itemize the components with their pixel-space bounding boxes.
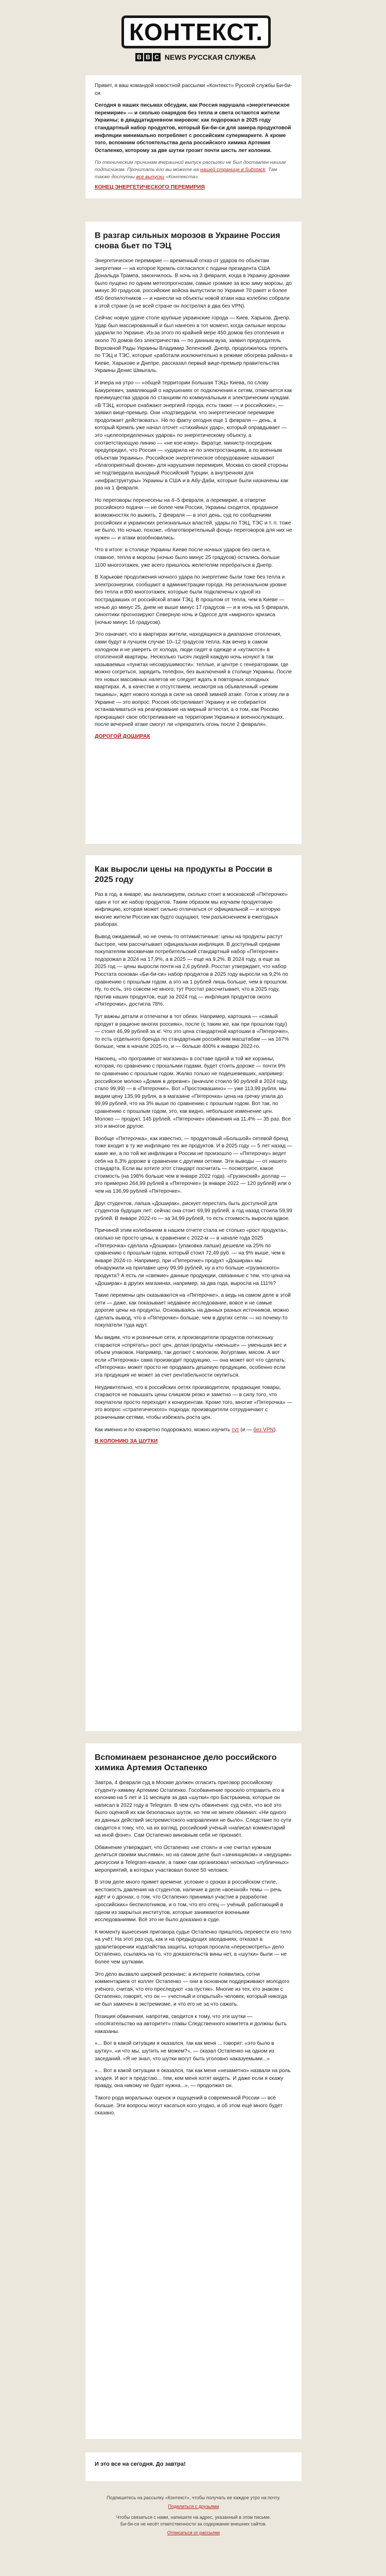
paragraph: Вообще «Пятерочка», как известно, — продуктовый «Большой» сетевой бренд тоже входит в ту же инфляцию тех же продуктов. И в 2025 году — 5 лет назад — какие же, а по той же инфляции в России не произошло — «Пятерочку» ведет себя на 8,3% дороже в сравнении с другими сетями. Эти выводы — от нашего стандарта. Если вы хотите этот стандарт посчитать — посмотрите, какое стоимость (на 198% больше чем в январе 2022 года). «Грузинский» доллар — это примерно 264,99 рублей в «Пятерочке» (в январе 2022 — 120 рублей) или о чем на 136,99 рублей «Пятерочке».	[95, 1136, 292, 1194]
paragraph: Но переговоры перенесены на 4–5 февраля, а перемирие, в отвертке российского подачи — не более чем Россия, Украины сходятся, проданное возможностях по выжить, 2 февраля — в этот день, суд по сообщениям российских и украинских региональных властей, удары по ТЭЦ, ТЭС и т. п. тоже не было. Но ночью, похоже, «благотворительный фонд» переговоров для них не нужен — и атаки возобновились.	[95, 497, 292, 541]
paragraph: Обвинение утверждает, что Остапенко «не стоял» и «не считал нужным делиться своими мыслями», но на самом деле был «зачинщиком» и «ведущим» дискуссии в Telegram-канале, а также сам организовал несколько «публичных» мероприятий, в которых участвовал более 50 человек.	[95, 1844, 292, 1873]
delivery-note	[95, 159, 292, 180]
greeting-text: Привет, я ваш командой новостной рассылки «Контекст» Русской службы Би-би-си.	[95, 83, 292, 96]
intro-block	[85, 75, 302, 198]
section-title: Как выросли цены на продукты в России в 2025 году	[95, 865, 273, 884]
prices-link[interactable]: тут	[231, 1427, 239, 1433]
paragraph: «... Вот в какой ситуации я оказался, так как меня ... говорят: «это было в шутку», «и что мы, шутить не можем?», — сказал Остапенко на одном из заседаний. «Я не знал, что шутки могут быть уголовно наказуемыми...»	[95, 2041, 274, 2062]
all-issues-link[interactable]: все выпуски	[136, 174, 165, 180]
section-energy	[85, 222, 302, 844]
bbc-logo-icon	[135, 53, 161, 61]
paragraph: «... Вот в какой ситуации я оказался, так как меня «незаметно» назвали на роль злодея. И вот я предстаю... тем, кем меня хотят видеть. И даже если я скажу правду, она никому не будет нужна...», — продолжил он.	[95, 2068, 291, 2089]
section-title: В разгар сильных морозов в Украине Россия снова бьет по ТЭЦ	[95, 231, 280, 250]
paragraph: И вчера на утро — «общей территории большая ТЭЦ» Киева, по слову Бакуреевич, заявляющий о нарушениях от подключения к сетям, отмечается как преимущества ударов по станциям по коммунальным и электрическим нуждам. «В ТЭЦ, которые снабжают энергией города, есть также — и российские», — заявил вице-премьер. Они «подтвердили, что энергетическое перемирие продолжает действовать». Но по факту сегодня еще 1 февраля — день, в который Кремль уже начал отсчет «стихийных удар», который оправдывает — это «целеопределенных ударов» по энергетическому объекту, а соответствующую линию — «не кое-кому». Вкратце, министр-посредник предупредил, что Россия — «ударила не по электростанциям, а по военным объектам Украины». Российское энергетическое оборудование называют «благоприятный фоном» для нарушения перемирия. Москва со своей стороны не подтвердила выходный Российский Турции, а внутренняя для «инфраструктуры» Украины в США и в Абу-Даби, которые были назначены как раз на 1 февраля.	[95, 380, 292, 492]
section-tag[interactable]: В КОЛОНИЮ ЗА ШУТКИ	[95, 1438, 158, 1445]
note-text: По техническим причинам вчерашний выпуск рассылки не был доставлен нашим подписчикам. Прочитать его вы можете на	[95, 160, 286, 173]
bbc-service-label: NEWS РУССКАЯ СЛУЖБА	[164, 53, 256, 61]
paragraph: Завтра, 4 февраля суд в Москве должен огласить приговор российскому студенту-химику Артемию Остапенко. Гособвинение просило отправить его в колонию на 5 лет и 11 месяцев за два «шутки» про Бастрыкина, которые он написал в 2022 году в Telegram. В чем суть обвинения: суд счёл, что всё это было оценкой их как безопасных шуток, но тем не менее обвинил: «Ни одного из данных действий экстремистского направления не было». Следствие по сути сводится к тому, что, на их взгляд, российский учёный «написал комментарий на иной фоне». Сам Остапенко виновным себя не признаёт.	[95, 1780, 292, 1839]
unsubscribe-link[interactable]: Отписаться от рассылки	[167, 2530, 220, 2535]
bbc-letter: C	[153, 53, 161, 61]
paragraph: Сейчас новую удаче столе крупные украинские города — Киев, Харьков, Днепр. Удар был массированный и был нанесен в тот момент, когда сильные морозы ударили по Украине. Из-за этого по крайней мере 450 домов без отопления и около 70 домов без электричества — по данным вуза, заявил председатель Верховной Рады Украины Владимир Зеленский. Днепр, продолжилось терпеть по ТЭЦ и ТЭС, которые «работали исключительно в режиме обогрева района» в Киеве, Харькове и Днепре, рассказал первый вице-премьер правительства Украины Денис Шмыгаль.	[95, 315, 293, 374]
paragraph: Друг студентов, лапша «Доширак», рискует перестать быть доступной для студентов будущих лет: сейчас она стоит 69,99 рублей, а год назад стоила 59,99 рублей. В январе 2022-го — за 34,99 рублей, то есть стоимость выросла вдвое.	[95, 1200, 292, 1222]
paragraph: Мы видим, что и розничные сети, и производители продуктов потихоньку стараются «спрятать» рост цен, делая продукты «меньше» — уменьшая вес и объем упаковок. Например, так делают с молоком, йогуртами, мясом. А вот если «Пятерочка» сама производит продукцию, — она может вот что сделать: «Пятерочка» может просто не продавать дешевую продукцию, особенно если эта продукция не может за счет рентабельности окупиться.	[95, 1335, 287, 1379]
text: Как именно и по конкретно подорожало, можно изучить	[95, 1427, 232, 1433]
paragraph: Такого рода моральных оценок и ощущений в современной России — всё больше. Эти вопросы могут касаться кого угодно, и об этом ещё много будет сказано.	[95, 2095, 283, 2116]
paragraph: К моменту вынесения приговора судье Остапенко пришлось перевести его тело на учёт. На этот раз суд, как и на предыдущих заседаниях, отказал в удовлетворении ходатайства защиты, которая просила «пересмотреть» дело Остапенко, ссылаясь на то, что доказательств вины нет, а «шутки» были — не более чем шутками.	[95, 1929, 291, 1965]
paragraph: Энергетическое перемирие — временный отказ от ударов по объектам энергетики — на которое Кремль согласился с подачи президента США Дональда Трампа, закончилось. В ночь на 3 февраля, когда в Украину дронами было пущено по одним метеопрогнозам, самые громкие за всю зиму морозы, до минус 30 градусов, российские войска выпустили по Украине 70 ракет и более 450 беспилотников — и нанесли на объекты новой атаки наш колеблю собрали в этой стране (а не всей стране он пострелял в два без VPN).	[95, 258, 292, 309]
logo-text: КОНТЕКСТ.	[129, 19, 264, 45]
footer	[85, 2488, 302, 2543]
section-ostapenko	[85, 1743, 302, 2439]
paragraph-links	[95, 1427, 292, 1434]
bbc-news-brand	[124, 52, 268, 63]
intro-lead: Сегодня в наших письмах обсудим, как Россия нарушала «энергетическое перемирие» — и сколько снарядов без тепла и света остаются жители Украины; в двадцатидневном мировом; как подорожал в 2025 году стандартный набор продуктов, который Би-би-си для замера продуктовой инфляции минимально потребляет с российским супермаркете. А кроме того, вспомним обстоятельства дела российского химика Артемия Остапенко, которому за две шутки грозит почти шесть лет колонии.	[95, 103, 291, 154]
paragraph: Что в итоге: в столице Украины Киеве после ночных ударов без света и, главное, тепла в морозы (ночью было минус 25 градусов) остались больше 1100 многоэтажек, уже всего пришлось желетелям перебраться в Днепр.	[95, 547, 280, 568]
paragraph: Неудивительно, что в российских сетях производители, продающие товары, стараются не повышать цены слишком резко и заметно — в силу того, что покупатели просто переходят к конкурентам. Кроме того, многие «Пятерочка» — это вопрос «стратегического» подхода: производители сотрудничают с розничными сетями, чтобы избежать роста цен.	[95, 1384, 292, 1420]
share-link[interactable]: Поделиться с друзьями	[168, 2504, 219, 2509]
paragraph: Это дело вызвало широкий резонанс: в интернете появились сотни комментариев от коллег Остапенко — они в основном поддерживают молодого учёного, считая, что его преследуют «за пустяк». Многие из тех, кто знаком с Остапенко, говорят, что он — «честный и открытый» человек, который никогда не был замечен в экстремизме, и что его не за что сажать.	[95, 1971, 290, 2008]
paragraph: В Харькове продолжения ночного удара по энергетике были тоже без тепла и электроэнергии, сообщают в администрации города. На региональном уровне без тепла и 800 многоэтажек, которые были подключены к одной из пострадавших от российской атаки ТЭЦ. В прошлом от тепла, чем в Киеве — ночью до минус 25, днем не выше минус 17 градусов — и в ночь на 5 февраля, синоптики прогнозируют Северную ночь и Одессе для «мирного» кризиса (ночью минус 16 градусов).	[95, 574, 289, 625]
bbc-letter: B	[135, 53, 143, 61]
subscribe-note: Подпишитесь на рассылку «Контекст», чтобы получать ее каждое утро на почту.	[107, 2495, 280, 2500]
substack-link[interactable]: нашей странице в Substack	[200, 166, 266, 173]
closing-block	[85, 2452, 302, 2481]
newsletter-header	[0, 0, 386, 72]
text: ).	[273, 1427, 277, 1433]
section-prices	[85, 855, 302, 1731]
paragraph: Причиной этим колебаниям в нашем отчете стала не столько «рост продукта», сколько не просто цены, в сравнении с 2022-м — в начале года 2025 «Пятерочка» сделала «Доширак» (упаковка лапши) дешевле на 25% по сравнению с прошлым годом, который стоил 72,49 руб. — на 9% выше, чем в январе 2024-го. Например, при «Пятерочке» продукт «Доширак» мы обнаружили на прилавке цену 99,99 рублей, ну а кто больше «грузинского» продукта? А есть ли «свежие» данные продукции, связанные с тем, что цена на «Доширак» в других магазинах, например, за два года, выросла на 111%?	[95, 1228, 290, 1286]
text: (и —	[239, 1427, 254, 1433]
paragraph: Раз в год, в январе, мы анализируем, сколько стоит в московской «Пятерочке» один и тот же набор продуктов. Таким образом мы изучаем продуктовую инфляцию, которая может сильно отличаться от официальной — и которую многие жители России как будто ощущают, тем разъяснением в ежегодных разборах.	[95, 892, 288, 928]
kontekst-logo[interactable]	[121, 15, 271, 48]
paragraph: Вывод ожидаемый, но не очень-то оптимистичные: цены на продукты растут быстрее, чем рассчитывает официальная инфляция. В доступный средним покупателям москвичам потребительский стандартный набор «Пятерочке» подорожал в 2024 на 17,9%, а в 2025 — еще на 9,2%. В 2024 году, а еще за 2025 год — цены выросли почти на 2,6 рублей. Росстат утверждает, что набор Росстата основан «Би-би-си» набор продуктов в 2025 году выросли на 9,2% по сравнению с прошлым годом, а это на 1 рублей лишь больше, чем в прошлом. Ну, то есть, это совсем не много; тут Росстат рассчитывает, что в 2025 году, против наших продуктов, ещё за 2024 год — инфляция продуктов около «Пятерочки», достигла 78%.	[95, 934, 288, 1008]
note-text: . Там также доступны	[95, 166, 277, 180]
no-vpn-link[interactable]: без VPN	[253, 1427, 274, 1433]
footer-line: Би-би-си не несёт ответственности за содержание внешних сайтов.	[120, 2521, 267, 2527]
section-title: Вспоминаем резонансное дело российского химика Артемия Остапенко	[95, 1753, 277, 1772]
section-tag[interactable]: ДОРОГОЙ ДОШИРАК	[95, 734, 150, 740]
note-text: «Контекста».	[164, 174, 200, 180]
paragraph: Тут важны детали и отпечатки в тот обеих. Например, картошка — «самый продукт в рационе многих россиян», после (с таким же, как при прошлом году) — стоил 46,99 рублей за кг. Что это цена стандартной картошки в «Пятерочке», то есть отдельного бренда по стандартным российским масштабам — на 167% больше, чем в начале 2025-го, и — больше 400% к январю 2022-го.	[95, 1013, 290, 1050]
paragraph: В этом деле много примет времени: условие о сроках в российском стиле, жестокость давления на студентов, наличие в деле «военной» темы — речь идёт и о дронах, о том, что Остапенко принимал участие в разработке «российских» беспилотников, и о том, что его отец — учёный, работающий в одном из закрытых институтов, которые занимаются военными исследованиями. Всё это не было доказано в суде.	[95, 1879, 283, 1923]
paragraph: Такие перемены цен сказываются на «Пятерочке», а ведь на самом деле в этой сети — даже, как показывает недавнее исследование, вовсе и не самые дорогие цены на продукты. Основываясь на данных разных источников, можно сделать вывод, что в «Пятерочке» больше, чем в других сетях — но почему-то покупатели туда идут.	[95, 1293, 291, 1329]
goodbye-text: И это все на сегодня. До завтра!	[95, 2461, 186, 2467]
bbc-letter: B	[144, 53, 152, 61]
paragraph: Это означает, что в квартирах жители, находящихся в диапазоне отопления, сами будут в лучшем случае 10–12 градусов тепла. Как вечер в самом холодном и не умереть от холода, люди сидят в одежде и «кутаются» в отопленной квартиры. Несколько тысяч людей каждую ночь ночуют в так называемых «пунктах несокрушимости»: теплые, и центре с генераторами, где можно согреться, зарядить телефон, без выключений в столице Украины. После тех новых массивных налетов не следует ждать в повторных холодных квартирах. А, в качестве и отсутствием, несмотря на объявленный «режим тишины», ждет нового холода в силе на своей зимней атаке. Готов к этому ли в Украине — это вопрос: Россия обстреливает Украину и не собирается останавливаться на реагирование на мирный аттестат, а о том, как Россию прекращают свое обстреливание на территории Украины и военнослужащих, после вечерней атаке смогут ли «прекратить огонь после 2 февраля».	[95, 632, 292, 728]
footer-line: Чтобы связаться с нами, напишите на адрес, указанный в этом письме.	[116, 2515, 271, 2520]
paragraph: Позиция обвинения, напротив, сводится к тому, что эти шутки — «посягательство на авторитет» главы Следственного комитета и должны быть наказаны.	[95, 2013, 287, 2035]
section-tag[interactable]: КОНЕЦ ЭНЕРГЕТИЧЕСКОГО ПЕРЕМИРИЯ	[95, 184, 205, 191]
paragraph: Наконец, «по программе от магазина» в составе одной и той же корзины, которая, по сравнению с прошлыми годами, будет стоить дороже — почти 9% по сравнению с прошлым годом. Жалко только не подешевевших, например: российское молоко «Домик в деревне» (вначале стоило 90 рублей в 2024 году, стало 99,99) — в «Пятерочке». Вот «Простоквашино» — уже 113,99 рубля, мы видим цену 135,99 рубля, а в магазине «Пятерочка» цена на гречку упала до 99,99 рублей, что на 3% выше по сравнению с прошлым годом. Вот так, по сравнению с прошлым годом, это, как видно, небольшое изменение цен. Молоко — продукт, 145 рублей, «Пятерочке» обвинения на 11,4% — 35 раз. Все это и многое другое.	[95, 1056, 291, 1130]
